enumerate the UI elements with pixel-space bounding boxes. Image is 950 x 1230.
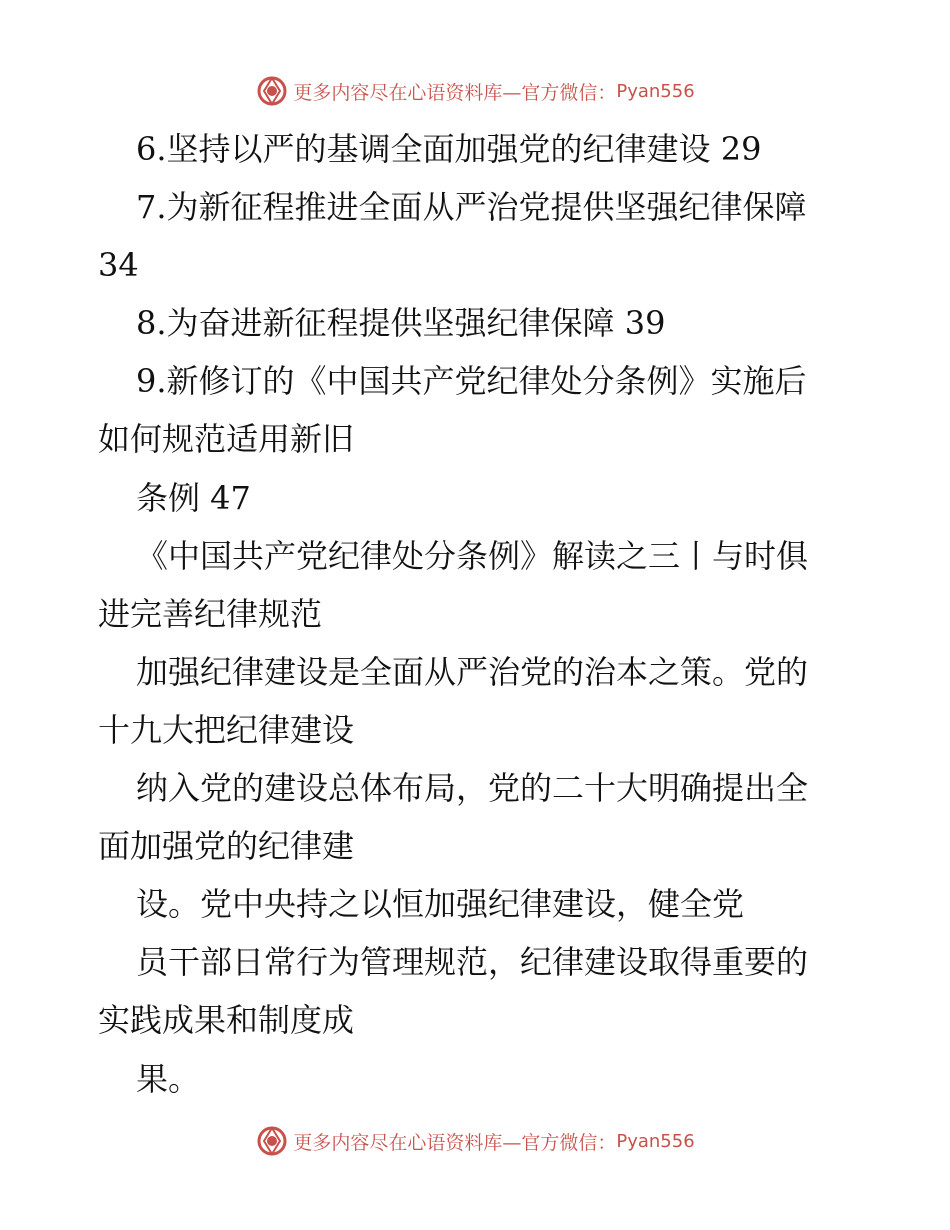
body-line: 《中国共产党纪律处分条例》解读之三丨与时俱: [136, 536, 809, 575]
body-line: 进完善纪律规范: [98, 594, 323, 633]
header-watermark-banner: [0, 71, 950, 111]
banner-text: 更多内容尽在心语资料库—官方微信：: [293, 1131, 617, 1154]
body-line: 9.新修订的《中国共产党纪律处分条例》实施后: [136, 362, 807, 401]
body-line: 果。: [136, 1059, 201, 1098]
footer-watermark-banner: [0, 1121, 950, 1161]
body-line: 6.坚持以严的基调全面加强党的纪律建设 29: [136, 130, 762, 168]
body-line: 实践成果和制度成: [98, 1001, 355, 1040]
body-line: 加强纪律建设是全面从严治党的治本之策。党的: [136, 652, 809, 691]
pen-nib-logo-icon: [255, 74, 289, 108]
document-body: [98, 120, 858, 1108]
body-line: 纳入党的建设总体布局，党的二十大明确提出全: [136, 769, 809, 808]
body-line: 条例 47: [136, 478, 251, 517]
pen-nib-logo-icon: [255, 1124, 289, 1158]
banner-wechat-id: Pyan556: [616, 80, 695, 102]
banner-wechat-id: Pyan556: [616, 1130, 695, 1152]
body-line: 7.为新征程推进全面从严治党提供坚强纪律保障: [136, 188, 807, 227]
body-line: 员干部日常行为管理规范，纪律建设取得重要的: [136, 943, 809, 982]
body-line: 面加强党的纪律建: [98, 827, 355, 866]
body-line: 设。党中央持之以恒加强纪律建设，健全党: [136, 885, 745, 924]
banner-text: 更多内容尽在心语资料库—官方微信：: [293, 81, 617, 104]
body-line: 34: [98, 246, 139, 285]
body-line: 如何规范适用新旧: [98, 420, 355, 459]
body-line: 8.为奋进新征程提供坚强纪律保障 39: [136, 304, 666, 343]
body-line: 十九大把纪律建设: [98, 710, 355, 749]
